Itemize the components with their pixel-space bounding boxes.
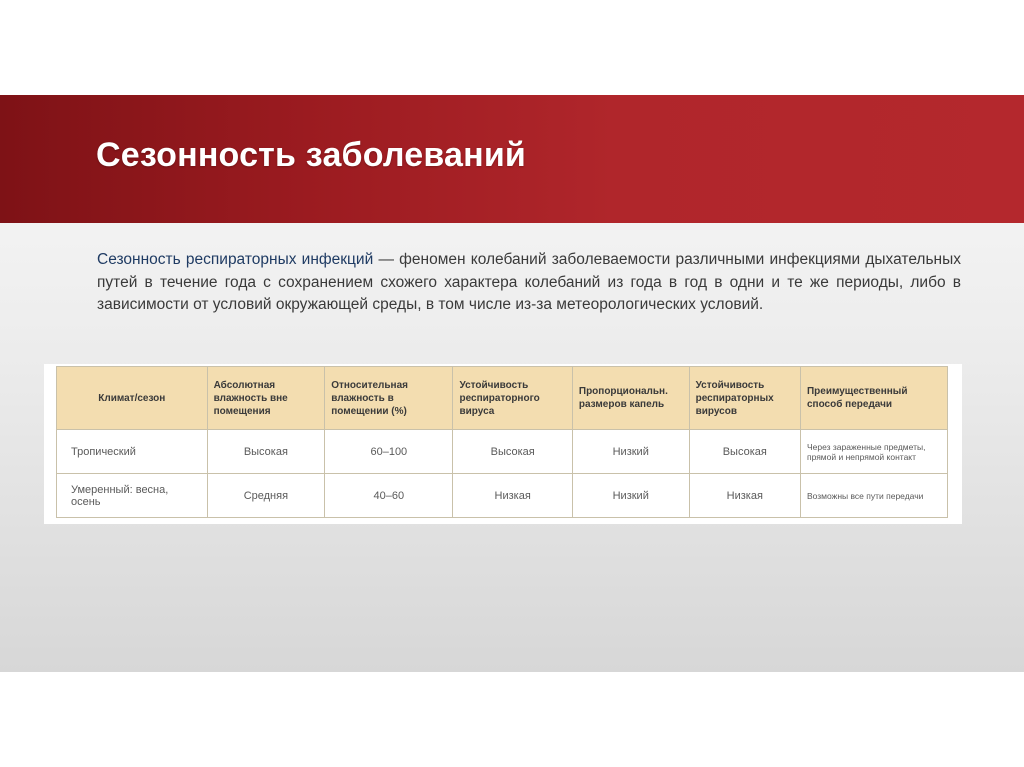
table-cell: Низкая xyxy=(689,474,800,518)
table-row xyxy=(57,474,948,518)
slide-title: Сезонность заболеваний xyxy=(96,136,527,174)
table-cell: Высокая xyxy=(689,430,800,474)
table-header-cell: Пропорциональн. размеров капель xyxy=(572,367,689,430)
table-cell: Умеренный: весна, осень xyxy=(57,474,208,518)
seasonality-table xyxy=(56,366,948,518)
seasonality-table-card xyxy=(44,364,962,524)
table-header-cell: Преимущественный способ передачи xyxy=(800,367,947,430)
table-cell: Низкая xyxy=(453,474,572,518)
table-cell: Через зараженные предметы, прямой и непрямой контакт xyxy=(800,430,947,474)
table-cell: Низкий xyxy=(572,430,689,474)
table-cell: Высокая xyxy=(453,430,572,474)
table-cell: Средняя xyxy=(207,474,325,518)
table-cell: Низкий xyxy=(572,474,689,518)
table-cell: 40–60 xyxy=(325,474,453,518)
table-cell: Возможны все пути передачи xyxy=(800,474,947,518)
table-header-cell: Устойчивость респираторного вируса xyxy=(453,367,572,430)
table-header-cell: Климат/сезон xyxy=(57,367,208,430)
table-header-cell: Абсолютная влажность вне помещения xyxy=(207,367,325,430)
table-cell: 60–100 xyxy=(325,430,453,474)
table-header-row xyxy=(57,367,948,430)
table-header-cell: Относительная влажность в помещении (%) xyxy=(325,367,453,430)
intro-term: Сезонность респираторных инфекций xyxy=(97,251,374,268)
intro-text: — феномен колебаний заболеваемости различными инфекциями дыхательных путей в течение года с сохранением схожего характера колебаний из года в год в одни и те же периоды, либо в зависимости от условий окружающей среды, в том числе из-за метеорологических условий. xyxy=(97,251,961,313)
table-row xyxy=(57,430,948,474)
table-header-cell: Устойчивость респираторных вирусов xyxy=(689,367,800,430)
table-cell: Тропический xyxy=(57,430,208,474)
table-cell: Высокая xyxy=(207,430,325,474)
intro-paragraph xyxy=(97,249,961,317)
